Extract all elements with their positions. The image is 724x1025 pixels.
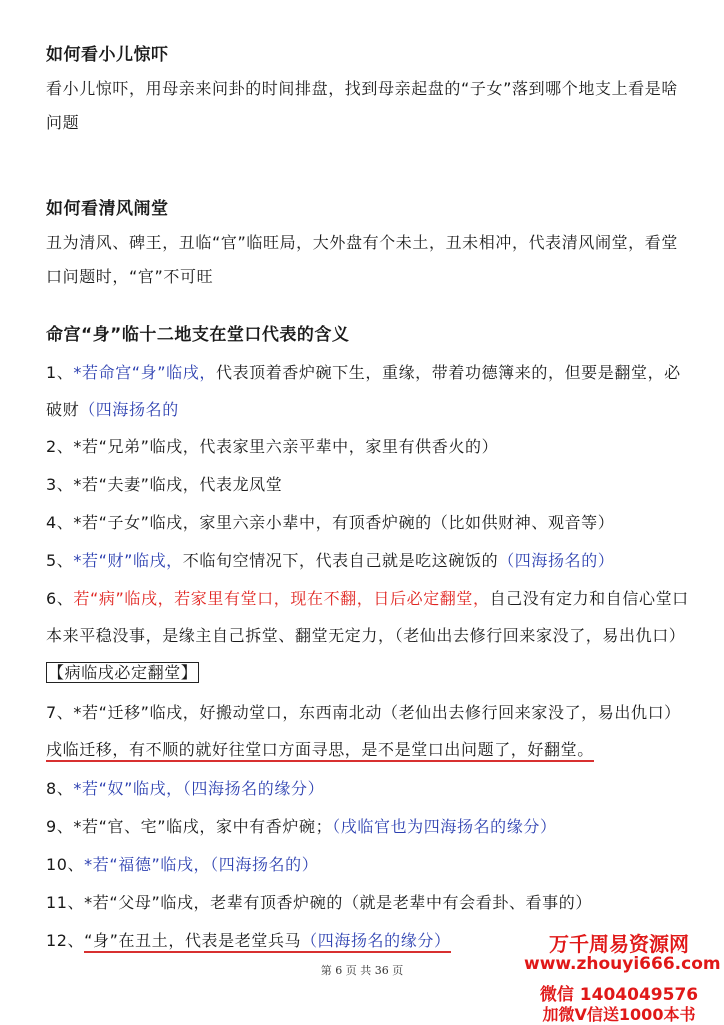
watermark-line-3: 微信 1404049576 xyxy=(539,985,699,1005)
list-item-2 xyxy=(46,428,696,465)
item-number: 10、 xyxy=(46,855,85,874)
item-number: 5、 xyxy=(46,551,74,570)
item-text: *若“兄弟”临戌，代表家里六亲平辈中，家里有供香火的） xyxy=(73,437,499,456)
item-text: *若“奴”临戌，（四海扬名的缘分） xyxy=(73,779,325,798)
item-underlined: 戌临迁移，有不顺的就好往堂口方面寻思，是不是堂口出问题了，好翻堂。 xyxy=(46,740,594,762)
item-lead: *若命宫“身”临戌， xyxy=(73,363,216,382)
item-text: “身”在丑土，代表是老堂兵马 xyxy=(84,931,302,950)
item-number: 12、 xyxy=(46,931,85,950)
item-number: 9、 xyxy=(46,817,74,836)
item-number: 4、 xyxy=(46,513,74,532)
item-text: *若“官、宅”临戌，家中有香炉碗； xyxy=(73,817,333,836)
page-footer: 第 6 页 共 36 页 xyxy=(320,964,404,977)
list-item-11 xyxy=(46,884,696,921)
item-number: 11、 xyxy=(46,893,85,912)
item-text: 自己没有定力和自信心堂口本来平稳没事，是缘主自己拆堂、翻堂无定力，（老仙出去修行回来家没了，易出仇口） xyxy=(46,589,689,645)
item-number: 2、 xyxy=(46,437,74,456)
item-note: （四海扬名的缘分） xyxy=(301,931,451,950)
item-text: *若“迁移”临戌，好搬动堂口，东西南北动（老仙出去修行回来家没了，易出仇口） xyxy=(73,703,681,722)
item-text: 不临旬空情况下，代表自己就是吃这碗饭的 xyxy=(182,551,499,570)
item-note: （四海扬名的） xyxy=(498,551,615,570)
item-text: *若“子女”临戌，家里六亲小辈中，有顶香炉碗的（比如供财神、观音等） xyxy=(73,513,615,532)
item-highlight-box: 【病临戌必定翻堂】 xyxy=(48,663,198,682)
section-title-mingong: 命宫“身”临十二地支在堂口代表的含义 xyxy=(46,325,350,345)
item-note: （戌临官也为四海扬名的缘分） xyxy=(332,817,557,836)
item-text: *若“夫妻”临戌，代表龙凤堂 xyxy=(73,475,283,494)
section-body-infant-fright: 看小儿惊吓，用母亲来问卦的时间排盘，找到母亲起盘的“子女”落到哪个地支上看是啥问题 xyxy=(46,79,678,132)
item-text: *若“福德”临戌，（四海扬名的） xyxy=(84,855,319,874)
list-item-8 xyxy=(46,770,696,807)
section-title-infant-fright: 如何看小儿惊吓 xyxy=(46,45,169,65)
item-number: 6、 xyxy=(46,589,74,608)
list-item-3 xyxy=(46,466,696,503)
item-lead: 若“病”临戌，若家里有堂口，现在不翻，日后必定翻堂， xyxy=(73,589,490,608)
list-item-7 xyxy=(46,694,696,768)
item-number: 8、 xyxy=(46,779,74,798)
item-text: *若“父母”临戌，老辈有顶香炉碗的（就是老辈中有会看卦、看事的） xyxy=(84,893,592,912)
list-item-9 xyxy=(46,808,696,845)
item-underlined xyxy=(84,931,450,953)
list-item-4 xyxy=(46,504,696,541)
watermark-line-1: 万千周易资源网 xyxy=(549,932,689,956)
watermark-line-2: www.zhouyi666.com xyxy=(524,954,721,974)
item-number: 1、 xyxy=(46,363,74,382)
item-note: （四海扬名的 xyxy=(79,400,179,419)
watermark-line-4: 加微V信送1000本书 xyxy=(542,1005,696,1024)
list-item-6 xyxy=(46,580,696,691)
list-item-5 xyxy=(46,542,696,579)
item-text: 代表顶着香炉碗下生，重缘，带着功德簿来的，但要是翻堂，必破财 xyxy=(46,363,681,419)
section-body-qingfeng: 丑为清风、碑王，丑临“官”临旺局，大外盘有个未土，丑未相冲，代表清风闹堂，看堂口问题时，“官”不可旺 xyxy=(46,233,678,286)
list-item-10 xyxy=(46,846,696,883)
item-lead: *若“财”临戌， xyxy=(73,551,183,570)
list-item-1 xyxy=(46,354,696,428)
item-number: 3、 xyxy=(46,475,74,494)
item-number: 7、 xyxy=(46,703,74,722)
section-title-qingfeng: 如何看清风闹堂 xyxy=(46,199,169,219)
